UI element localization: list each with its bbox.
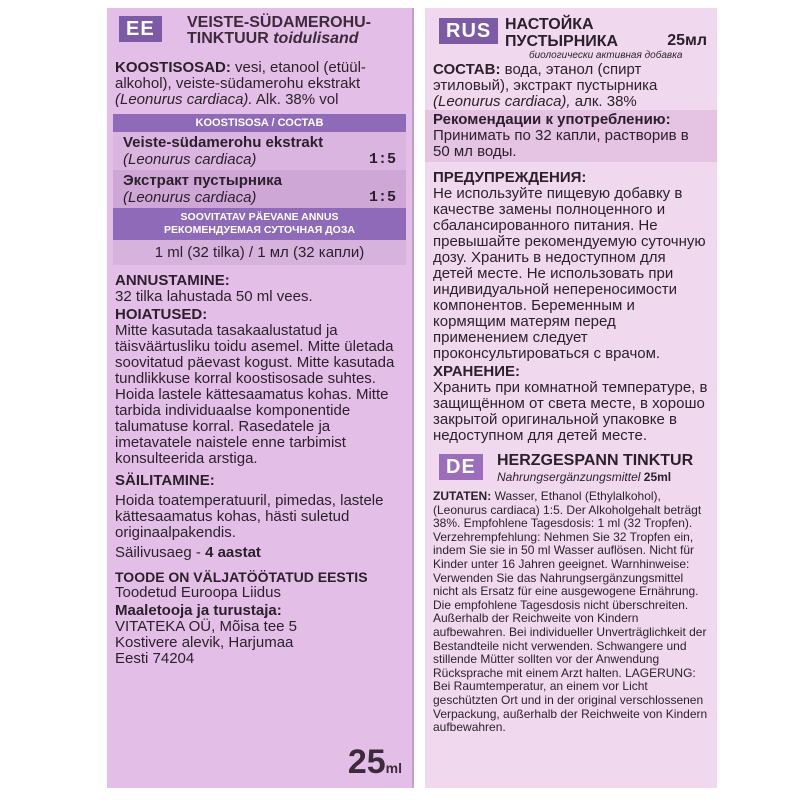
composition-label: KOOSTISOSAD: bbox=[115, 59, 231, 76]
volume-unit: ml bbox=[385, 760, 402, 776]
ru-composition-latin: (Leonurus cardiaca), bbox=[433, 93, 571, 110]
dosage-label: ANNUSTAMINE: bbox=[115, 272, 230, 289]
daily-dose-header-ee: SOOVITATAV PÄEVANE ANNUS bbox=[180, 211, 339, 223]
ingredient-row-ru bbox=[113, 170, 406, 208]
ingredient-table-header: KOOSTISOSA / СОСТАВ bbox=[113, 114, 406, 132]
warnings-label: HOIATUSED: bbox=[115, 306, 208, 323]
composition-block bbox=[107, 60, 412, 108]
storage-label: SÄILITAMINE: bbox=[115, 472, 215, 489]
storage-text: Hoida toatemperatuuril, pimedas, lastele kättesaamatus kohas, hästi suletud originaalpakendis. bbox=[115, 492, 384, 541]
ru-composition-text: вода, этанол (спирт этиловый), экстракт пустырника bbox=[433, 61, 658, 94]
language-badge-ee: EE bbox=[119, 16, 162, 42]
language-badge-de: DE bbox=[439, 454, 483, 480]
importer-name: VITATEKA OÜ, Mõisa tee 5 bbox=[115, 618, 298, 635]
ingredient-name: Экстракт пустырника bbox=[123, 172, 283, 189]
shelf-life-value: 4 aastat bbox=[205, 544, 261, 561]
de-ingredients-label: ZUTATEN: bbox=[433, 489, 492, 503]
de-subtitle bbox=[497, 470, 671, 484]
ru-storage-label: ХРАНЕНИЕ: bbox=[433, 363, 520, 380]
ru-composition bbox=[425, 62, 717, 110]
daily-dose-header bbox=[113, 208, 406, 240]
composition-text: vesi, etanool (etüül-alkohol), veiste-südamerohu ekstrakt bbox=[115, 59, 366, 92]
ru-product-title bbox=[505, 16, 618, 50]
de-subtitle-text: Nahrungsergänzungsmittel bbox=[497, 470, 641, 484]
russian-header bbox=[425, 8, 717, 61]
language-badge-rus: RUS bbox=[439, 18, 498, 44]
volume-large bbox=[348, 743, 402, 782]
ingredient-latin: (Leonurus cardiaca) bbox=[123, 189, 257, 206]
made-in-text: TOODE ON VÄLJATÖÖTATUD EESTIS bbox=[115, 569, 368, 585]
de-ingredients-text: Wasser, Ethanol (Ethylalkohol), (Leonurus cardiaca) 1:5. Der Alkoholgehalt beträgt 38%. Empfohlene Tagesdosis: 1 ml (32 Tropfen). Verzehrempfehlung: Nehmen Sie 32 Tropfen ein, indem Sie sie in 50 ml Wasser auflösen. Nicht für Kinder unter 16 Jahren geeignet. Warnhinweise: Verwenden Sie das Nahrungsergänzungsmittel nicht als Ersatz für eine ausgewogene Ernährung. Die empfohlene Tagesdosis nicht überschreiten. Außerhalb der Reichweite von Kindern aufbewahren. Bei individueller Unverträglichkeit der Bestandteile nicht verwenden. Schwangere und stillende Mütter sollten vor der Anwendung Rücksprache mit einem Arzt halten. LAGERUNG: Bei Raumtemperatur, an einem vor Licht geschützten Ort und in der original verschlossenen Verpackung, außerhalb der Reichweite von Kindern aufbewahren. bbox=[433, 489, 708, 735]
importer-address2: Eesti 74204 bbox=[115, 650, 195, 667]
ingredient-sub bbox=[123, 151, 396, 168]
ingredient-ratio: 1:5 bbox=[368, 189, 396, 206]
daily-dose-header-ru: РЕКОМЕНДУЕМАЯ СУТОЧНАЯ ДОЗА bbox=[164, 224, 355, 236]
estonian-label-panel bbox=[107, 8, 414, 788]
importer-address1: Kostivere alevik, Harjumaa bbox=[115, 634, 294, 651]
ru-storage-text: Хранить при комнатной температуре, в защищённом от света месте, в хорошо закрытой оригинальной упаковке в недоступном для детей месте. bbox=[433, 379, 708, 444]
product-title-word: TINKTUUR bbox=[187, 30, 269, 47]
german-header bbox=[425, 450, 717, 490]
ru-composition-alcohol: алк. 38% bbox=[574, 93, 637, 110]
dosage-text: 32 tilka lahustada 50 ml vees. bbox=[115, 288, 313, 305]
produced-text: Toodetud Euroopa Liidus bbox=[115, 584, 281, 601]
ingredient-row-ee bbox=[113, 132, 406, 170]
product-title-line2 bbox=[187, 30, 359, 47]
de-volume: 25ml bbox=[643, 470, 672, 484]
volume-number: 25 bbox=[347, 743, 386, 781]
de-ingredients bbox=[425, 490, 717, 735]
ru-subtitle: биологически активная добавка bbox=[529, 50, 683, 61]
shelf-life-label: Säilivusaeg - bbox=[115, 544, 201, 561]
ru-rec-text: Принимать по 32 капли, растворив в 50 мл воды. bbox=[433, 127, 689, 160]
ru-title-line1: НАСТОЙКА bbox=[505, 16, 594, 33]
composition-alcohol: Alk. 38% vol bbox=[255, 91, 339, 108]
ru-title-line2: ПУСТЫРНИКА bbox=[505, 33, 619, 50]
warnings-text: Mitte kasutada tasakaalustatud ja täisväärtusliku toidu asemel. Mitte ületada soovitatud päevast kogust. Mitte kasutada tundlikkuse korral koostisosade suhtes. Hoida lastele kättesaamatus kohas. Mitte tarbida individuaalse komponentide talumatuse korral. Rasedatele ja imetavatele naistele enne tarbimist konsulteerida arstiga. bbox=[115, 322, 395, 467]
ru-warnings-label: ПРЕДУПРЕЖДЕНИЯ: bbox=[433, 169, 587, 186]
estonian-header bbox=[107, 8, 412, 60]
composition-latin: (Leonurus cardiaca). bbox=[115, 91, 253, 108]
ingredient-latin: (Leonurus cardiaca) bbox=[123, 151, 257, 168]
product-subtitle: toidulisand bbox=[273, 30, 359, 47]
ru-warnings-text: Не используйте пищевую добавку в качестве замены полноценного и сбалансированного питания. Не превышайте рекомендуемую суточную дозу. Хранить в недоступном для детей месте. Не использовать при индивидуальной непереносимости компонентов. Беременным и кормящим матерям перед применением следует проконсультироваться с врачом. bbox=[433, 185, 706, 362]
importer-label: Maaletooja ja turustaja: bbox=[115, 602, 282, 619]
ingredient-ratio: 1:5 bbox=[368, 151, 396, 168]
de-product-title: HERZGESPANN TINKTUR bbox=[497, 452, 694, 469]
russian-german-label-panel bbox=[425, 8, 717, 788]
ru-volume: 25мл bbox=[667, 32, 707, 49]
ru-recommendations bbox=[425, 110, 717, 162]
ingredient-sub bbox=[123, 189, 396, 206]
shelf-life bbox=[107, 545, 412, 561]
ingredient-name: Veiste-südamerohu ekstrakt bbox=[123, 134, 324, 151]
ru-composition-label: СОСТАВ: bbox=[433, 61, 501, 78]
ru-rec-label: Рекомендации к употреблению: bbox=[433, 111, 671, 128]
daily-dose-value: 1 ml (32 tilka) / 1 мл (32 капли) bbox=[113, 240, 406, 265]
product-title-line1: VEISTE-SÜDAMEROHU- bbox=[187, 14, 372, 31]
